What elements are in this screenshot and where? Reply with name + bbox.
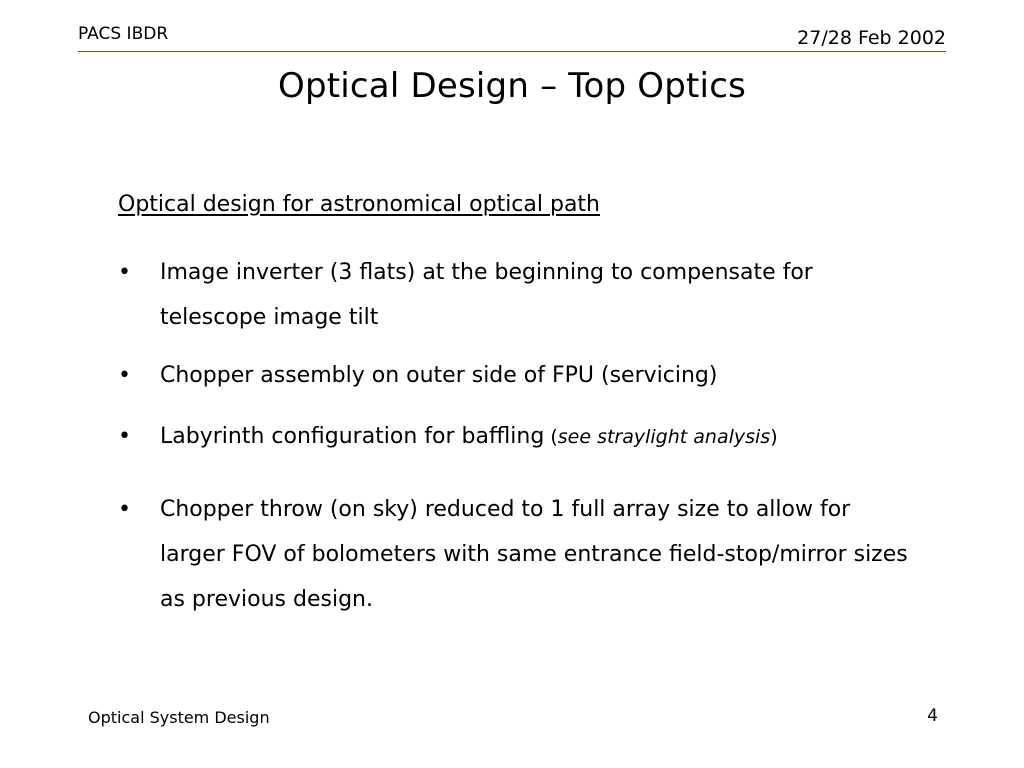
bullet-item-4 <box>118 487 918 622</box>
bullet-item-1 <box>118 250 918 340</box>
bullet-marker: • <box>118 497 131 522</box>
page-number: 4 <box>927 706 938 726</box>
bullet-marker: • <box>118 363 131 388</box>
bullet-text: Labyrinth configuration for baffling <box>160 424 545 449</box>
bullet-item-2 <box>118 353 918 398</box>
note-close-paren: ) <box>770 426 778 448</box>
section-subheading: Optical design for astronomical optical path <box>118 192 601 217</box>
header-date: 27/28 Feb 2002 <box>797 27 946 49</box>
note-open-paren: ( <box>544 426 558 448</box>
bullet-marker: • <box>118 260 131 285</box>
header-rule <box>78 51 946 52</box>
bullet-text: Chopper throw (on sky) reduced to 1 full array size to allow for larger FOV of bolometers with same entrance field-stop/mirror sizes as previous design. <box>160 497 908 612</box>
slide-title: Optical Design – Top Optics <box>277 66 747 106</box>
bullet-text-wrap <box>160 414 918 460</box>
bullet-text: Image inverter (3 flats) at the beginning to compensate for telescope image tilt <box>160 260 813 330</box>
note-link-text: see straylight analysis <box>557 426 771 448</box>
bullet-note <box>544 426 777 448</box>
bullet-text: Chopper assembly on outer side of FPU (servicing) <box>160 363 718 388</box>
footer-left: Optical System Design <box>88 708 270 727</box>
bullet-item-3 <box>118 414 918 460</box>
header-left: PACS IBDR <box>78 24 169 44</box>
bullet-marker: • <box>118 424 131 449</box>
